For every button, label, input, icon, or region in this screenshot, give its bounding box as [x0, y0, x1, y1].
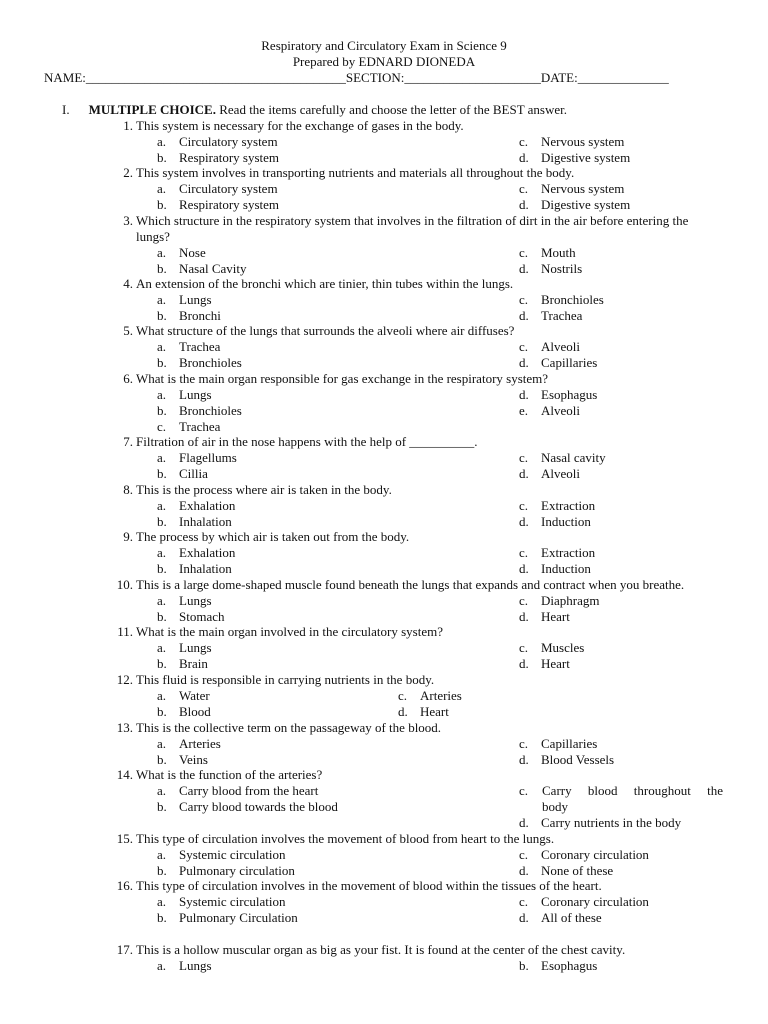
- question-text: This system is necessary for the exchange of gases in the body.: [136, 118, 464, 133]
- option-text: Systemic circulation: [179, 894, 286, 909]
- option-text: Diaphragm: [541, 593, 600, 608]
- answer-option[interactable]: [157, 863, 295, 879]
- option-letter: b.: [157, 704, 167, 719]
- option-text: Nasal cavity: [541, 450, 606, 465]
- option-letter: c.: [398, 688, 408, 703]
- answer-option[interactable]: [519, 545, 595, 561]
- option-letter: d.: [519, 863, 529, 878]
- option-text: Nose: [179, 245, 206, 260]
- answer-option[interactable]: [157, 958, 212, 974]
- answer-option[interactable]: [157, 197, 279, 213]
- option-text: Water: [179, 688, 210, 703]
- question-text: This type of circulation involves the movement of blood from heart to the lungs.: [136, 831, 555, 846]
- option-text: Coronary circulation: [541, 847, 649, 862]
- option-letter: e.: [519, 403, 529, 418]
- answer-option[interactable]: [519, 640, 584, 656]
- option-text: Heart: [541, 609, 570, 624]
- option-letter: d.: [519, 355, 529, 370]
- option-letter: b.: [519, 958, 529, 973]
- option-text: All of these: [541, 910, 602, 925]
- question-number: 16.: [116, 878, 133, 893]
- answer-option[interactable]: [157, 704, 211, 720]
- option-letter: d.: [519, 752, 529, 767]
- option-letter: d.: [519, 197, 529, 212]
- answer-option[interactable]: [519, 134, 624, 150]
- option-text: Alveoli: [541, 403, 580, 418]
- option-text: Capillaries: [541, 736, 598, 751]
- option-letter: d.: [519, 308, 529, 323]
- question-number: 13.: [116, 720, 133, 735]
- answer-option[interactable]: [519, 894, 649, 910]
- section-instruction: Read the items carefully and choose the letter of the BEST answer.: [215, 102, 567, 117]
- option-letter: b.: [157, 910, 167, 925]
- option-text: Exhalation: [179, 545, 236, 560]
- section-numeral: I.: [62, 102, 70, 117]
- option-text: Lungs: [179, 640, 212, 655]
- option-text: Flagellums: [179, 450, 237, 465]
- question-text: What is the function of the arteries?: [136, 767, 323, 782]
- option-text: Lungs: [179, 292, 212, 307]
- option-letter: b.: [157, 403, 167, 418]
- option-text: Trachea: [179, 419, 221, 434]
- option-text: Circulatory system: [179, 181, 278, 196]
- option-text: Pulmonary Circulation: [179, 910, 298, 925]
- answer-option[interactable]: [157, 339, 220, 355]
- option-letter: c.: [519, 783, 529, 798]
- option-letter: a.: [157, 134, 167, 149]
- answer-option[interactable]: [519, 847, 649, 863]
- answer-option[interactable]: [519, 815, 681, 831]
- question-number: 4.: [123, 276, 133, 291]
- option-text: Exhalation: [179, 498, 236, 513]
- question-number: 14.: [116, 767, 133, 782]
- answer-option[interactable]: [157, 134, 278, 150]
- option-text: Carry blood from the heart: [179, 783, 319, 798]
- option-letter: b.: [157, 308, 167, 323]
- option-text: Brain: [179, 656, 208, 671]
- question-text: The process by which air is taken out from the body.: [136, 529, 410, 544]
- option-text: Pulmonary circulation: [179, 863, 295, 878]
- option-letter: d.: [519, 466, 529, 481]
- answer-option[interactable]: [157, 308, 221, 324]
- option-text: Nervous system: [541, 181, 625, 196]
- option-letter: b.: [157, 863, 167, 878]
- option-text: Muscles: [541, 640, 585, 655]
- option-letter: c.: [519, 736, 529, 751]
- option-letter: d.: [519, 561, 529, 576]
- answer-option[interactable]: [398, 688, 462, 704]
- question-number: 11.: [117, 624, 133, 639]
- option-text: Trachea: [541, 308, 583, 323]
- answer-option[interactable]: [519, 450, 606, 466]
- option-text: Respiratory system: [179, 197, 280, 212]
- answer-option[interactable]: [157, 245, 206, 261]
- option-letter: d.: [519, 261, 529, 276]
- option-letter: a.: [157, 688, 167, 703]
- answer-option[interactable]: [157, 466, 208, 482]
- option-letter: d.: [519, 815, 529, 830]
- option-text: Bronchi: [179, 308, 221, 323]
- option-text: Carry blood towards the blood: [179, 799, 338, 814]
- option-letter: d.: [398, 704, 408, 719]
- answer-option[interactable]: [519, 498, 595, 514]
- option-text: None of these: [541, 863, 614, 878]
- answer-option[interactable]: [157, 387, 212, 403]
- answer-option[interactable]: [157, 910, 298, 926]
- answer-option[interactable]: [519, 561, 591, 577]
- option-letter: d.: [519, 609, 529, 624]
- option-text: Bronchioles: [179, 355, 242, 370]
- answer-option[interactable]: [519, 339, 580, 355]
- option-letter: c.: [519, 450, 529, 465]
- question-number: 6.: [123, 371, 133, 386]
- answer-option[interactable]: [157, 593, 212, 609]
- option-text: Bronchioles: [179, 403, 242, 418]
- question-text: This type of circulation involves in the movement of blood within the tissues of the heart.: [136, 878, 602, 893]
- option-text: Digestive system: [541, 197, 631, 212]
- option-letter: b.: [157, 656, 167, 671]
- option-letter: b.: [157, 261, 167, 276]
- answer-option[interactable]: [519, 958, 597, 974]
- question-number: 17.: [116, 942, 133, 957]
- option-letter: a.: [157, 450, 167, 465]
- option-letter: a.: [157, 847, 167, 862]
- option-text: Bronchioles: [541, 292, 604, 307]
- option-letter: a.: [157, 292, 167, 307]
- option-letter: c.: [519, 640, 529, 655]
- option-letter: d.: [519, 656, 529, 671]
- option-letter: d.: [519, 910, 529, 925]
- answer-option[interactable]: [157, 736, 221, 752]
- answer-option[interactable]: [398, 704, 449, 720]
- question-text: This is a large dome-shaped muscle found beneath the lungs that expands and contract when you breathe.: [136, 577, 685, 592]
- option-text: Induction: [541, 514, 591, 529]
- question-number: 3.: [123, 213, 133, 228]
- option-text: Nostrils: [541, 261, 583, 276]
- option-text: Lungs: [179, 593, 212, 608]
- answer-option[interactable]: [519, 387, 597, 403]
- question-number: 12.: [116, 672, 133, 687]
- question-number: 9.: [123, 529, 133, 544]
- exam-title: Respiratory and Circulatory Exam in Science 9: [261, 38, 507, 53]
- question-number: 7.: [123, 434, 133, 449]
- answer-option[interactable]: [157, 640, 212, 656]
- option-text: Arteries: [179, 736, 221, 751]
- answer-option[interactable]: [519, 355, 597, 371]
- option-letter: d.: [519, 150, 529, 165]
- student-info-fields: NAME:________________________________________SECTION:_____________________DATE:______________: [44, 70, 669, 85]
- answer-option[interactable]: [519, 181, 624, 197]
- answer-option[interactable]: [519, 197, 630, 213]
- option-letter: d.: [519, 387, 529, 402]
- option-letter: c.: [157, 419, 167, 434]
- answer-option[interactable]: [157, 688, 210, 704]
- option-text: Heart: [420, 704, 449, 719]
- option-letter: b.: [157, 466, 167, 481]
- option-letter: a.: [157, 640, 167, 655]
- option-letter: a.: [157, 181, 167, 196]
- question-text: This system involves in transporting nutrients and materials all throughout the body.: [136, 165, 575, 180]
- option-letter: b.: [157, 752, 167, 767]
- option-letter: a.: [157, 958, 167, 973]
- section-title: MULTIPLE CHOICE.: [88, 102, 216, 117]
- answer-option[interactable]: [519, 863, 613, 879]
- answer-option[interactable]: [157, 656, 208, 672]
- option-text: Arteries: [420, 688, 462, 703]
- option-text: Stomach: [179, 609, 225, 624]
- option-letter: b.: [157, 799, 167, 814]
- question-text: This is the process where air is taken in the body.: [136, 482, 392, 497]
- question-number: 1.: [123, 118, 133, 133]
- option-text: Blood: [179, 704, 211, 719]
- question-number: 5.: [123, 323, 133, 338]
- answer-option[interactable]: [157, 561, 232, 577]
- option-letter: c.: [519, 593, 529, 608]
- question-text: What is the main organ responsible for gas exchange in the respiratory system?: [136, 371, 549, 386]
- question-number: 2.: [123, 165, 133, 180]
- answer-option[interactable]: [519, 261, 582, 277]
- option-text: Nervous system: [541, 134, 625, 149]
- option-letter: b.: [157, 561, 167, 576]
- option-letter: c.: [519, 292, 529, 307]
- option-letter: c.: [519, 134, 529, 149]
- option-letter: b.: [157, 150, 167, 165]
- answer-option[interactable]: [157, 261, 247, 277]
- exam-author: Prepared by EDNARD DIONEDA: [292, 54, 476, 69]
- answer-option[interactable]: [157, 609, 225, 625]
- answer-option[interactable]: [519, 736, 597, 752]
- option-text: Coronary circulation: [541, 894, 649, 909]
- answer-option[interactable]: [157, 847, 286, 863]
- question-text: What structure of the lungs that surrounds the alveoli where air diffuses?: [136, 323, 515, 338]
- answer-option[interactable]: [519, 292, 604, 308]
- option-letter: a.: [157, 593, 167, 608]
- option-text: Alveoli: [541, 466, 580, 481]
- option-text: Heart: [541, 656, 570, 671]
- answer-option[interactable]: [519, 656, 570, 672]
- question-text: Filtration of air in the nose happens with the help of __________.: [136, 434, 478, 449]
- answer-option[interactable]: [157, 894, 286, 910]
- answer-option[interactable]: [519, 245, 576, 261]
- option-letter: a.: [157, 339, 167, 354]
- answer-option[interactable]: [519, 308, 582, 324]
- option-text: Veins: [179, 752, 208, 767]
- option-letter: a.: [157, 245, 167, 260]
- answer-option[interactable]: [157, 450, 237, 466]
- option-letter: a.: [157, 387, 167, 402]
- option-letter: c.: [519, 245, 529, 260]
- answer-option[interactable]: [519, 466, 580, 482]
- answer-option[interactable]: [157, 545, 235, 561]
- answer-option[interactable]: [157, 752, 208, 768]
- option-text: Inhalation: [179, 561, 232, 576]
- option-letter: a.: [157, 783, 167, 798]
- answer-option[interactable]: [157, 498, 235, 514]
- option-text: Respiratory system: [179, 150, 280, 165]
- answer-option[interactable]: [519, 403, 580, 419]
- question-text: What is the main organ involved in the circulatory system?: [136, 624, 443, 639]
- question-text: This is the collective term on the passageway of the blood.: [136, 720, 442, 735]
- question-number: 15.: [116, 831, 133, 846]
- option-text: Systemic circulation: [179, 847, 286, 862]
- answer-option[interactable]: [519, 150, 630, 166]
- option-text: Extraction: [541, 498, 596, 513]
- option-letter: b.: [157, 197, 167, 212]
- answer-option[interactable]: [519, 609, 570, 625]
- option-text: Induction: [541, 561, 591, 576]
- option-text: Inhalation: [179, 514, 232, 529]
- option-text: Trachea: [179, 339, 221, 354]
- answer-option[interactable]: [157, 150, 279, 166]
- option-letter: b.: [157, 609, 167, 624]
- option-letter: a.: [157, 498, 167, 513]
- question-text: This fluid is responsible in carrying nutrients in the body.: [136, 672, 435, 687]
- option-letter: c.: [519, 181, 529, 196]
- question-text-line2: lungs?: [136, 229, 170, 244]
- option-text: Carry nutrients in the body: [541, 815, 682, 830]
- option-text-line2: body: [542, 799, 568, 814]
- answer-option[interactable]: [519, 593, 599, 609]
- question-number: 10.: [116, 577, 133, 592]
- option-text: Carry blood throughout the: [542, 783, 723, 798]
- option-text: Esophagus: [541, 387, 598, 402]
- answer-option[interactable]: [519, 514, 591, 530]
- answer-option[interactable]: [157, 799, 338, 815]
- answer-option[interactable]: [157, 783, 318, 799]
- option-text: Blood Vessels: [541, 752, 615, 767]
- section-heading: [62, 102, 567, 118]
- option-text: Capillaries: [541, 355, 598, 370]
- question-text: Which structure in the respiratory system that involves in the filtration of dirt in the air before entering the: [136, 213, 689, 228]
- option-letter: a.: [157, 545, 167, 560]
- option-text: Mouth: [541, 245, 576, 260]
- option-letter: c.: [519, 339, 529, 354]
- answer-option[interactable]: [519, 910, 602, 926]
- option-letter: a.: [157, 736, 167, 751]
- option-text: Circulatory system: [179, 134, 278, 149]
- answer-option[interactable]: [519, 752, 614, 768]
- option-text: Extraction: [541, 545, 596, 560]
- answer-option[interactable]: [157, 514, 232, 530]
- option-text: Alveoli: [541, 339, 580, 354]
- option-text: Cillia: [179, 466, 208, 481]
- answer-option[interactable]: [157, 355, 242, 371]
- question-text: This is a hollow muscular organ as big as your fist. It is found at the center of the chest cavity.: [136, 942, 626, 957]
- option-letter: b.: [157, 355, 167, 370]
- option-text: Lungs: [179, 387, 212, 402]
- option-text: Digestive system: [541, 150, 631, 165]
- option-text: Esophagus: [541, 958, 598, 973]
- option-letter: c.: [519, 545, 529, 560]
- answer-option[interactable]: [157, 403, 242, 419]
- option-letter: b.: [157, 514, 167, 529]
- answer-option[interactable]: [157, 181, 278, 197]
- answer-option[interactable]: [157, 292, 212, 308]
- option-letter: c.: [519, 894, 529, 909]
- option-text: Nasal Cavity: [179, 261, 247, 276]
- option-letter: d.: [519, 514, 529, 529]
- answer-option[interactable]: [157, 419, 220, 435]
- option-letter: c.: [519, 847, 529, 862]
- option-letter: a.: [157, 894, 167, 909]
- question-number: 8.: [123, 482, 133, 497]
- option-letter: c.: [519, 498, 529, 513]
- option-text: Lungs: [179, 958, 212, 973]
- question-text: An extension of the bronchi which are tinier, thin tubes within the lungs.: [136, 276, 514, 291]
